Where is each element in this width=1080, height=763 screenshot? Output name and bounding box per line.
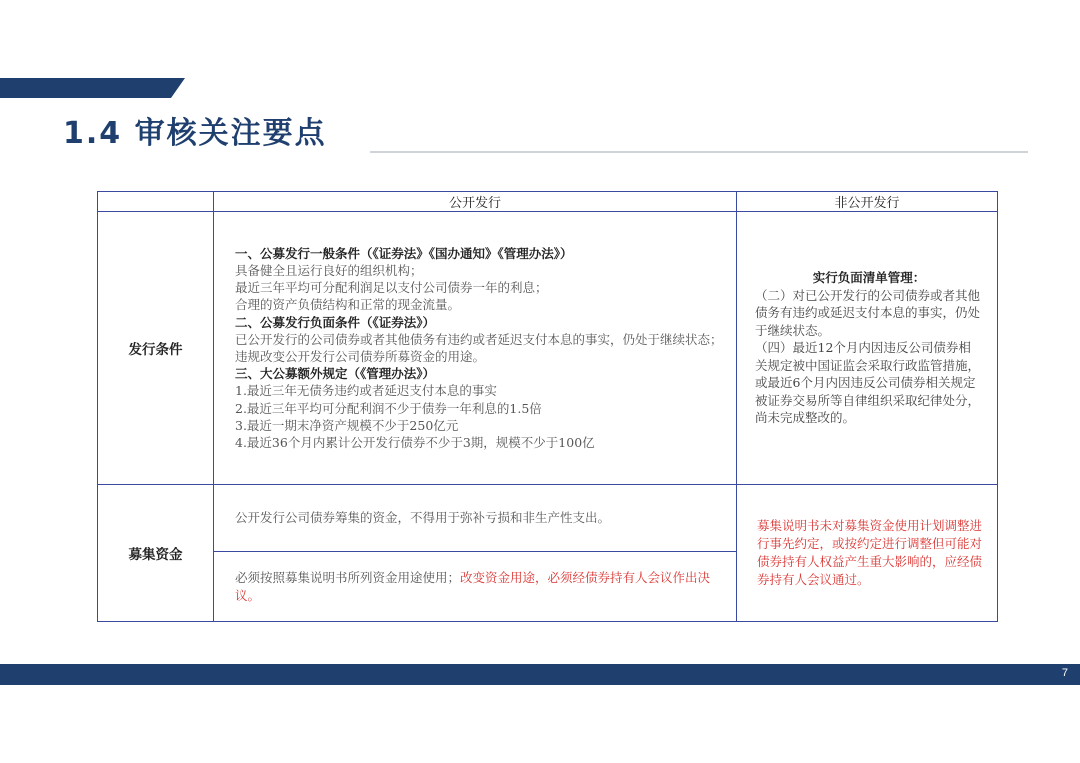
condition-line: 违规改变公开发行公司债券所募资金的用途。 <box>235 349 486 364</box>
public-issuance-conditions <box>214 212 737 485</box>
header-accent-bar <box>0 78 185 98</box>
condition-line: 已公开发行的公司债券或者其他债务有违约或者延迟支付本息的事实，仍处于继续状态； <box>235 331 723 347</box>
nonpublic-clause-2: （二）对已公开发行的公司债券或者其他债务有违约或延迟支付本息的事实，仍处于继续状态。 <box>755 287 981 338</box>
condition-line: 三、大公募额外规定（《管理办法》） <box>235 366 436 382</box>
condition-line: 具备健全且运行良好的组织机构； <box>235 262 423 278</box>
public-funds-usage <box>214 552 737 622</box>
page-number: 7 <box>1061 667 1068 679</box>
nonpublic-issuance-conditions <box>737 212 998 485</box>
header-public: 公开发行 <box>214 192 737 212</box>
table-header-row <box>98 192 998 212</box>
row-label-issuance: 发行条件 <box>98 212 214 485</box>
condition-line: 4.最近36个月内累计公开发行债券不少于3期，规模不少于100亿 <box>235 435 595 451</box>
table-row-issuance-conditions <box>98 212 998 485</box>
table-row-raised-funds-a <box>98 485 998 552</box>
condition-line: 3.最近一期末净资产规模不少于250亿元 <box>235 417 459 433</box>
title-divider <box>370 151 1028 153</box>
usage-rule-text: 必须按照募集说明书所列资金用途使用； <box>235 569 461 585</box>
header-corner <box>98 192 214 212</box>
negative-list-heading: 实行负面清单管理： <box>812 270 926 286</box>
row-label-raised-funds: 募集资金 <box>98 485 214 622</box>
public-funds-restriction: 公开发行公司债券筹集的资金，不得用于弥补亏损和非生产性支出。 <box>214 485 737 552</box>
page-title: 1.4 审核关注要点 <box>63 116 327 151</box>
condition-line: 最近三年平均可分配利润足以支付公司债券一年的利息； <box>235 280 548 296</box>
condition-line: 一、公募发行一般条件（《证券法》《国办通知》《管理办法》） <box>235 245 573 261</box>
condition-line: 二、公募发行负面条件（《证券法》） <box>235 314 436 330</box>
comparison-table <box>97 191 998 622</box>
footer-bar <box>0 664 1080 685</box>
condition-line: 1.最近三年无债务违约或者延迟支付本息的事实 <box>235 383 497 399</box>
header-nonpublic: 非公开发行 <box>737 192 998 212</box>
condition-line: 合理的资产负债结构和正常的现金流量。 <box>235 297 461 313</box>
usage-change-rule: 改变资金用途，必须经债券持有人会议作出决议。 <box>235 569 711 603</box>
condition-line: 2.最近三年平均可分配利润不少于债券一年利息的1.5倍 <box>235 400 542 416</box>
nonpublic-funds-rule: 募集说明书未对募集资金使用计划调整进行事先约定，或按约定进行调整但可能对债券持有人权益产生重大影响的，应经债券持有人会议通过。 <box>737 485 998 622</box>
nonpublic-clause-4: （四）最近12个月内因违反公司债券相关规定被中国证监会采取行政监管措施，或最近6个月内因违反公司债券相关规定被证券交易所等自律组织采取纪律处分，尚未完成整改的。 <box>755 340 981 426</box>
